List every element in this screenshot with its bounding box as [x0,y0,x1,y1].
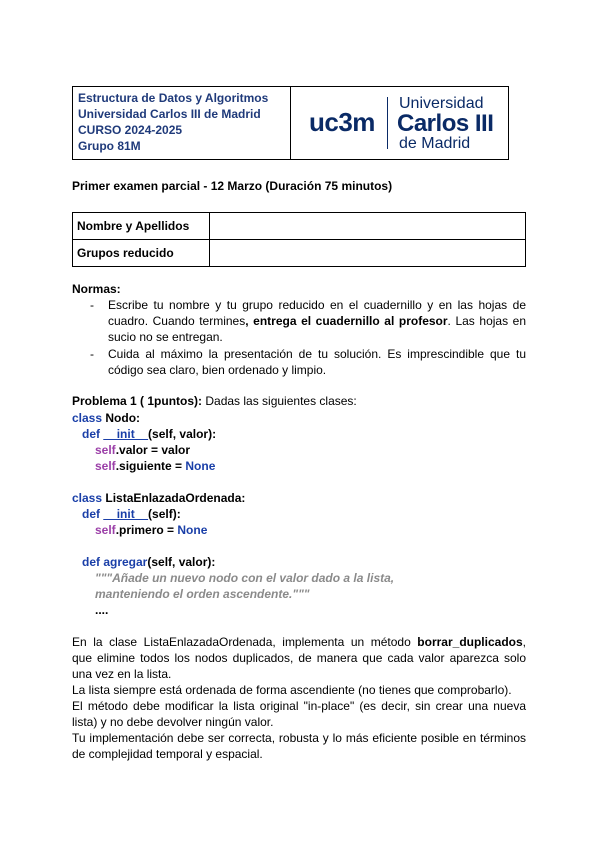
header-box [72,86,509,160]
code-line [82,506,181,522]
course-line-subject: Estructura de Datos y Algoritmos [78,91,269,105]
problem-intro: Dadas las siguientes clases: [202,394,357,408]
bullet-dash: - [90,298,94,312]
rule-text-1 [108,297,526,345]
code-text: .primero = [115,523,178,537]
rule1-bold: , entrega el cuadernillo al profesor [245,314,448,328]
p1-part-a: En la clase ListaEnlazadaOrdenada, implementa un método [72,635,418,649]
rule1-part-c: . Las hojas en sucio no se entregan. [108,314,527,344]
none-token: None [185,459,216,473]
docstring-line: manteniendo el orden ascendente.""" [95,587,310,601]
p1-part-c: , que elimine todos los nodos duplicados, de manera que cada valor aparezca solo una vez en la lista. [72,635,526,681]
paragraph-2: La lista siempre está ordenada de forma ascendiente (no tienes que comprobarlo). [72,683,512,697]
keyword: class [72,491,103,505]
rule1-part-a: Escribe tu nombre y tu grupo reducido en el cuadernillo y en las hojas de cuadro. Cuando termines [108,298,526,328]
bullet-dash: - [90,347,94,361]
group-label: Grupos reducido [73,240,210,267]
course-line-year: CURSO 2024-2025 [78,123,183,137]
method-highlight: borrar_duplicados [417,635,523,649]
group-field[interactable] [210,240,526,267]
self-token: self [95,523,116,537]
logo-divider [387,97,388,149]
class-name: Nodo: [102,411,141,425]
table-row [73,240,526,267]
problem-title: Problema 1 ( 1puntos): [72,394,203,408]
course-line-group: Grupo 81M [78,139,141,153]
course-line-university: Universidad Carlos III de Madrid [78,107,261,121]
method-args: (self, valor): [148,427,217,441]
rule-text-2: Cuida al máximo la presentación de tu solución. Es imprescindible que tu código sea claro, bien ordenado y limpio. [108,347,526,377]
problem-heading [72,394,357,408]
paragraph-4: Tu implementación debe ser correcta, robusta y lo más eficiente posible en términos de complejidad temporal y espacial. [72,731,526,761]
table-row [73,213,526,240]
class-name: ListaEnlazadaOrdenada: [102,491,246,505]
logo-line2: Carlos III [397,110,494,137]
none-token: None [177,523,208,537]
self-token: self [95,443,116,457]
code-line [95,458,215,474]
paragraph-3: El método debe modificar la lista original "in-place" (es decir, sin crear una nueva lista) y no debe devolver ningún valor. [72,699,526,729]
logo-line3: de Madrid [399,135,471,152]
code-line [95,522,207,538]
paragraph-1 [72,634,526,682]
name-label: Nombre y Apellidos [73,213,210,240]
exam-title: Primer examen parcial - 12 Marzo (Duración 75 minutos) [72,179,393,193]
logo-uc3m: uc3m [309,107,375,137]
keyword: class [72,411,103,425]
name-field[interactable] [210,213,526,240]
code-ellipsis: .... [95,603,109,617]
rule-item-1 [90,297,526,345]
code-text: .siguiente = [115,459,186,473]
code-text: .valor = valor [115,443,191,457]
code-line [82,426,216,442]
keyword: def [82,427,100,441]
keyword: def [82,555,100,569]
method-name: agregar [100,555,148,569]
code-line [72,410,140,426]
method-name: __init__ [103,507,149,521]
course-info [73,87,291,159]
normas-heading: Normas: [72,282,121,296]
method-args: (self, valor): [147,555,216,569]
logo-line1: Universidad [399,95,484,112]
code-line [72,490,245,506]
rule-item-2 [90,346,526,378]
keyword: def [82,507,100,521]
docstring-line: """Añade un nuevo nodo con el valor dado a la lista, [95,571,395,585]
university-logo [291,87,508,159]
method-args: (self): [148,507,181,521]
student-info-table [72,212,526,267]
code-line [95,442,190,458]
method-name: __init__ [103,427,149,441]
self-token: self [95,459,116,473]
code-line [82,554,215,570]
